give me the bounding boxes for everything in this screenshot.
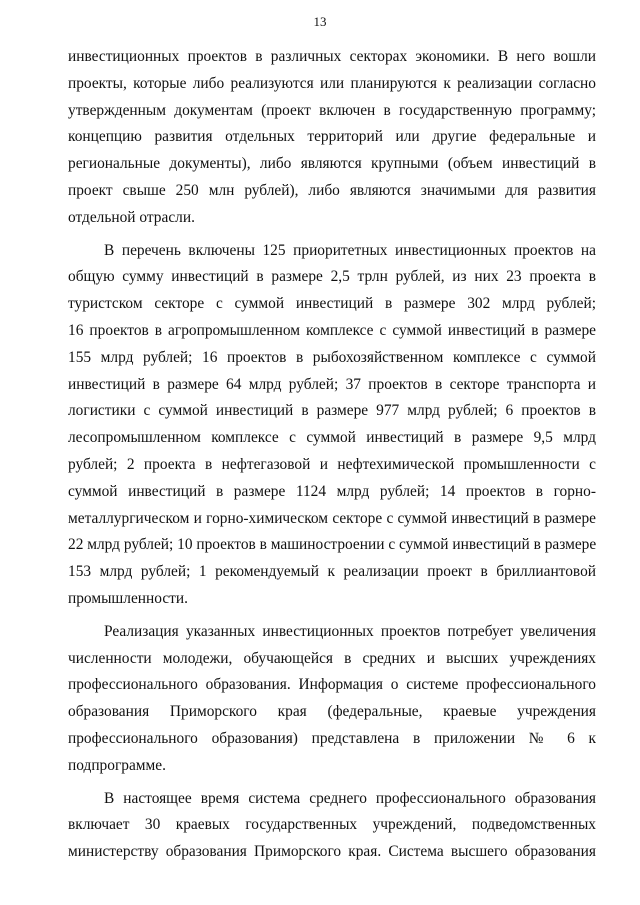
text-line: металлургическом и горно-химическом секторе с суммой инвестиций в размере [68, 509, 596, 527]
text-line: профессионального образования. Информация о системе профессионального [68, 676, 596, 694]
text-line: министерству образования Приморского края. Система высшего образования [68, 843, 596, 861]
text-line: 153 млрд рублей; 1 рекомендуемый к реализации проект в бриллиантовой [68, 563, 596, 581]
text-line: проект свыше 250 млн рублей), либо являются значимыми для развития [68, 181, 596, 199]
text-line: В настоящее время система среднего профессионального образования [104, 789, 596, 807]
text-line: промышленности. [68, 589, 188, 607]
paragraph-1 [68, 44, 596, 232]
text-line: профессионального образования) представлена в приложении № 6 к [68, 729, 596, 747]
text-line: лесопромышленном комплексе с суммой инвестиций в размере 9,5 млрд [68, 429, 596, 447]
text-line: суммой инвестиций в размере 1124 млрд рублей; 14 проектов в горно- [68, 482, 596, 500]
text-line: инвестиций в размере 64 млрд рублей; 37 проектов в секторе транспорта и [68, 375, 596, 393]
paragraph-2 [68, 238, 596, 613]
paragraph-3 [68, 619, 596, 780]
text-line: концепцию развития отдельных территорий или другие федеральные и [68, 128, 596, 146]
text-line: включает 30 краевых государственных учреждений, подведомственных [68, 816, 596, 834]
text-line: региональные документы), либо являются крупными (объем инвестиций в [68, 155, 596, 173]
text-line: численности молодежи, обучающейся в средних и высших учреждениях [68, 649, 596, 667]
document-body [68, 44, 596, 866]
text-line: отдельной отрасли. [68, 208, 195, 226]
text-line: Реализация указанных инвестиционных проектов потребует увеличения [104, 622, 596, 640]
text-line: образования Приморского края (федеральные, краевые учреждения [68, 703, 596, 721]
paragraph-4 [68, 786, 596, 866]
text-line: 155 млрд рублей; 16 проектов в рыбохозяйственном комплексе с суммой [68, 348, 596, 366]
page-number: 13 [313, 14, 327, 29]
text-line: туристском секторе с суммой инвестиций в размере 302 млрд рублей; [68, 295, 596, 313]
text-line: рублей; 2 проекта в нефтегазовой и нефтехимической промышленности с [68, 455, 596, 473]
text-line: логистики с суммой инвестиций в размере 977 млрд рублей; 6 проектов в [68, 402, 596, 420]
text-line: проекты, которые либо реализуются или планируются к реализации согласно [68, 74, 596, 92]
text-line: инвестиционных проектов в различных секторах экономики. В него вошли [68, 48, 596, 65]
text-line: общую сумму инвестиций в размере 2,5 трлн рублей, из них 23 проекта в [68, 268, 596, 286]
text-line: 16 проектов в агропромышленном комплексе с суммой инвестиций в размере [68, 321, 596, 339]
text-line: 22 млрд рублей; 10 проектов в машиностроении с суммой инвестиций в размере [68, 536, 597, 554]
text-line: подпрограмме. [68, 756, 166, 774]
text-line: В перечень включены 125 приоритетных инвестиционных проектов на [104, 241, 596, 259]
text-line: утвержденным документам (проект включен в государственную программу; [68, 101, 596, 119]
